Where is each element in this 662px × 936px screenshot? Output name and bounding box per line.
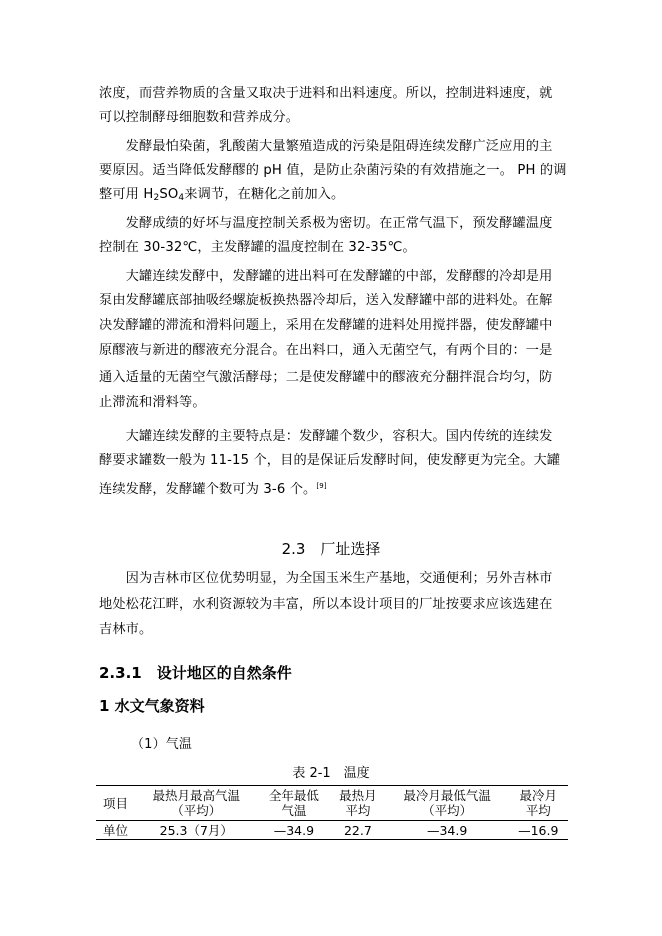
subsection-heading: 2.3.1 设计地区的自然条件 — [99, 664, 292, 682]
table-cell: —34.9 — [273, 823, 315, 838]
table-header-cell: 最热月 平均 — [339, 788, 377, 818]
table-cell: 25.3（7月） — [159, 823, 233, 838]
paragraph-line: 原醪液与新进的醪液充分混合。在出料口，通入无菌空气，有两个目的：一是 — [99, 343, 553, 358]
paragraph-line: 整可用 $H_2SO_4$来调节，在糖化之前加入。 — [99, 187, 345, 203]
table-header-cell: 项目 — [102, 795, 128, 811]
table-header-cell: 最热月最高气温 （平均） — [152, 788, 241, 818]
paragraph-line: 控制在 30-32℃，主发酵罐的温度控制在 32-35℃。 — [99, 240, 416, 255]
paragraph-line: 连续发酵，发酵罐个数可为 3-6 个。[9] — [99, 482, 327, 497]
paragraph-line: 浓度，而营养物质的含量又取决于进料和出料速度。所以，控制进料速度，就 — [99, 86, 553, 101]
paragraph-line: 决发酵罐的滞流和滑料问题上，采用在发酵罐的进料处用搅拌器，使发酵罐中 — [99, 318, 553, 333]
paragraph-line: 发酵最怕染菌，乳酸菌大量繁殖造成的污染是阻碍连续发酵广泛应用的主 — [99, 139, 553, 154]
table-header-row — [96, 786, 568, 821]
paragraph-line: 发酵成绩的好坏与温度控制关系极为密切。在正常气温下，预发酵罐温度 — [99, 216, 553, 231]
paragraph-line: 大罐连续发酵中，发酵罐的进出料可在发酵罐的中部，发酵醪的冷却是用 — [99, 269, 553, 284]
table-cell: —34.9 — [426, 823, 468, 838]
temperature-table — [96, 785, 568, 840]
table-cell: 单位 — [102, 823, 128, 838]
paragraph-line: 地处松花江畔，水利资源较为丰富，所以本设计项目的厂址按要求应该选建在 — [99, 597, 553, 612]
citation-ref: [9] — [316, 482, 327, 490]
table-header-cell: 全年最低 气温 — [268, 788, 319, 818]
paragraph-line: 止滞流和滑料等。 — [99, 395, 206, 410]
table-row — [96, 821, 568, 840]
paragraph-line: 大罐连续发酵的主要特点是：发酵罐个数少，容积大。国内传统的连续发 — [99, 429, 553, 444]
section-heading: 2.3 厂址选择 — [281, 540, 381, 558]
item-label: （1）气温 — [131, 737, 193, 752]
paragraph-line: 酵要求罐数一般为 11-15 个，目的是保证后发酵时间，使发酵更为完全。大罐 — [99, 453, 561, 468]
paragraph-line: 要原因。适当降低发酵醪的 pH 值，是防止杂菌污染的有效措施之一。 PH 的调 — [99, 163, 567, 178]
paragraph-line: 泵由发酵罐底部抽吸经螺旋板换热器冷却后，送入发酵罐中部的进料处。在解 — [99, 293, 553, 308]
table-caption: 表 2-1 温度 — [292, 766, 370, 781]
table-header-cell: 最冷月最低气温 （平均） — [403, 788, 491, 818]
subsubsection-heading: 1 水文气象资料 — [99, 697, 205, 715]
paragraph-line: 因为吉林市区位优势明显，为全国玉米生产基地，交通便利；另外吉林市 — [99, 571, 553, 586]
table-cell: —16.9 — [518, 823, 559, 838]
paragraph-line: 通入适量的无菌空气激活酵母；二是使发酵罐中的醪液充分翻拌混合均匀，防 — [99, 370, 553, 385]
paragraph-line: 可以控制酵母细胞数和营养成分。 — [99, 110, 300, 125]
paragraph-line: 吉林市。 — [99, 622, 153, 637]
table-cell: 22.7 — [343, 823, 372, 838]
table-header-cell: 最冷月 平均 — [519, 788, 557, 818]
